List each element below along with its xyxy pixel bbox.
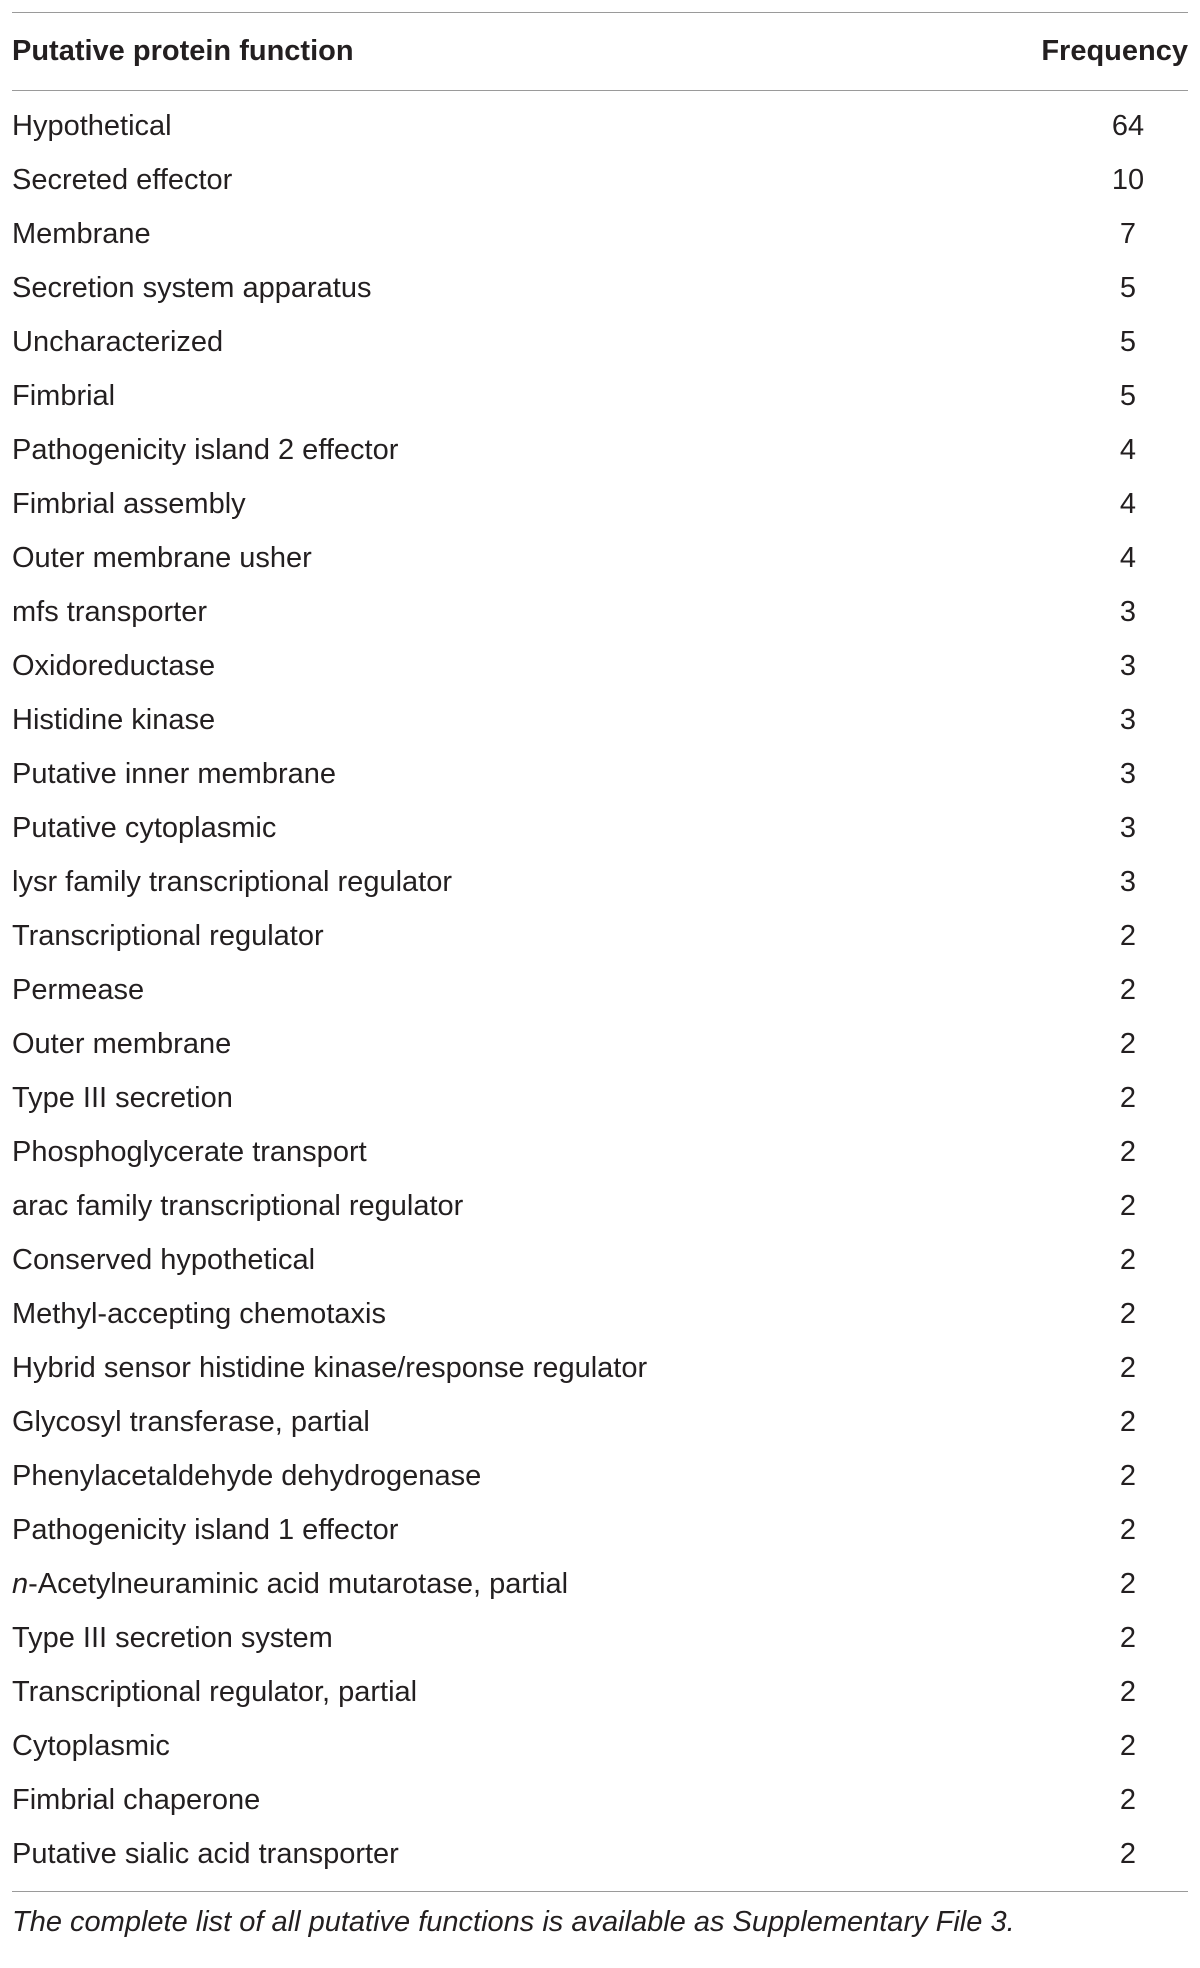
frequency-cell: 2 [1119,973,1137,1006]
function-text: Secreted effector [12,163,233,196]
frequency-cell: 2 [1119,1513,1137,1546]
function-cell [12,326,1068,359]
table-row [12,1827,1188,1881]
table-row [12,1287,1188,1341]
frequency-cell: 3 [1119,649,1137,682]
table-row [12,747,1188,801]
function-text: arac family transcriptional regulator [12,1189,464,1222]
function-text: -Acetylneuraminic acid mutarotase, partial [28,1567,569,1600]
frequency-cell: 10 [1111,163,1145,196]
function-text: Pathogenicity island 2 effector [12,433,399,466]
table-footnote: The complete list of all putative functions is available as Supplementary File 3. [12,1906,1015,1938]
table-row [12,1017,1188,1071]
function-cell [12,1136,1068,1169]
function-cell [12,1028,1068,1061]
frequency-cell: 3 [1119,811,1137,844]
table-row [12,315,1188,369]
table-row [12,261,1188,315]
table-row [12,1665,1188,1719]
frequency-cell: 2 [1119,1027,1137,1060]
frequency-cell: 2 [1119,1621,1137,1654]
table-body [12,91,1188,1891]
function-cell [12,1568,1068,1601]
function-prefix: n [12,1567,29,1600]
frequency-cell: 5 [1119,379,1137,412]
function-cell [12,650,1068,683]
table-row [12,207,1188,261]
function-cell [12,704,1068,737]
frequency-cell: 2 [1119,1837,1137,1870]
function-cell [12,272,1068,305]
function-text: mfs transporter [12,595,207,628]
function-text: Transcriptional regulator [12,919,324,952]
function-cell [12,434,1068,467]
table-row [12,477,1188,531]
function-cell [12,1676,1068,1709]
frequency-cell: 2 [1119,1405,1137,1438]
table-row [12,99,1188,153]
function-text: Hypothetical [12,109,172,142]
table-row [12,1719,1188,1773]
frequency-cell: 2 [1119,1351,1137,1384]
function-text: Methyl-accepting chemotaxis [12,1297,386,1330]
frequency-cell: 3 [1119,757,1137,790]
frequency-cell: 2 [1119,1081,1137,1114]
frequency-cell: 2 [1119,1675,1137,1708]
function-cell [12,1514,1068,1547]
frequency-cell: 64 [1111,109,1145,142]
frequency-cell: 5 [1119,325,1137,358]
function-cell [12,1244,1068,1277]
function-text: Membrane [12,217,151,250]
function-cell [12,1352,1068,1385]
function-cell [12,1082,1068,1115]
function-cell [12,1190,1068,1223]
function-text: Glycosyl transferase, partial [12,1405,370,1438]
table-row [12,585,1188,639]
table-row [12,909,1188,963]
function-text: Outer membrane usher [12,541,312,574]
frequency-cell: 2 [1119,1783,1137,1816]
frequency-cell: 7 [1119,217,1137,250]
function-text: Outer membrane [12,1027,232,1060]
function-text: Putative inner membrane [12,757,336,790]
function-text: Pathogenicity island 1 effector [12,1513,399,1546]
table-row [12,639,1188,693]
function-cell [12,1460,1068,1493]
table-row [12,963,1188,1017]
table-row [12,1557,1188,1611]
frequency-cell: 4 [1119,541,1137,574]
frequency-cell: 4 [1119,487,1137,520]
frequency-cell: 3 [1119,703,1137,736]
table-row [12,1071,1188,1125]
function-cell [12,1298,1068,1331]
frequency-cell: 2 [1119,1135,1137,1168]
table-row [12,1395,1188,1449]
function-text: Type III secretion [12,1081,233,1114]
function-cell [12,488,1068,521]
function-cell [12,218,1068,251]
table-row [12,1179,1188,1233]
function-cell [12,1838,1068,1871]
table-row [12,855,1188,909]
table-row [12,153,1188,207]
frequency-cell: 2 [1119,1297,1137,1330]
frequency-cell: 5 [1119,271,1137,304]
table-row [12,1773,1188,1827]
function-cell [12,974,1068,1007]
table-row [12,423,1188,477]
function-text: lysr family transcriptional regulator [12,865,452,898]
table-row [12,1503,1188,1557]
function-cell [12,380,1068,413]
function-cell [12,812,1068,845]
function-cell [12,596,1068,629]
function-text: Fimbrial [12,379,116,412]
function-cell [12,542,1068,575]
frequency-cell: 3 [1119,595,1137,628]
table-row [12,801,1188,855]
table-row [12,1233,1188,1287]
function-text: Fimbrial assembly [12,487,246,520]
function-text: Putative cytoplasmic [12,811,277,844]
header-function: Putative protein function [12,35,354,67]
function-text: Transcriptional regulator, partial [12,1675,418,1708]
function-text: Hybrid sensor histidine kinase/response regulator [12,1351,648,1384]
function-text: Phosphoglycerate transport [12,1135,367,1168]
frequency-cell: 2 [1119,1459,1137,1492]
table-row [12,1341,1188,1395]
function-text: Fimbrial chaperone [12,1783,261,1816]
function-text: Cytoplasmic [12,1729,170,1762]
function-text: Uncharacterized [12,325,224,358]
function-cell [12,1406,1068,1439]
header-frequency: Frequency [1041,35,1188,67]
table-header [12,13,1188,90]
function-cell [12,758,1068,791]
table-row [12,531,1188,585]
function-text: Phenylacetaldehyde dehydrogenase [12,1459,482,1492]
table-row [12,693,1188,747]
table-row [12,1611,1188,1665]
frequency-cell: 2 [1119,1567,1137,1600]
frequency-cell: 4 [1119,433,1137,466]
table-row [12,1449,1188,1503]
frequency-cell: 2 [1119,1729,1137,1762]
protein-function-table [12,12,1188,1939]
function-cell [12,1622,1068,1655]
frequency-cell: 2 [1119,1189,1137,1222]
table-row [12,369,1188,423]
function-text: Permease [12,973,145,1006]
function-cell [12,1730,1068,1763]
frequency-cell: 2 [1119,919,1137,952]
function-text: Histidine kinase [12,703,216,736]
function-text: Type III secretion system [12,1621,333,1654]
function-cell [12,164,1068,197]
frequency-cell: 3 [1119,865,1137,898]
function-cell [12,866,1068,899]
frequency-cell: 2 [1119,1243,1137,1276]
function-cell [12,110,1068,143]
function-text: Putative sialic acid transporter [12,1837,399,1870]
function-text: Conserved hypothetical [12,1243,316,1276]
table-row [12,1125,1188,1179]
function-text: Oxidoreductase [12,649,216,682]
function-cell [12,920,1068,953]
function-cell [12,1784,1068,1817]
function-text: Secretion system apparatus [12,271,372,304]
